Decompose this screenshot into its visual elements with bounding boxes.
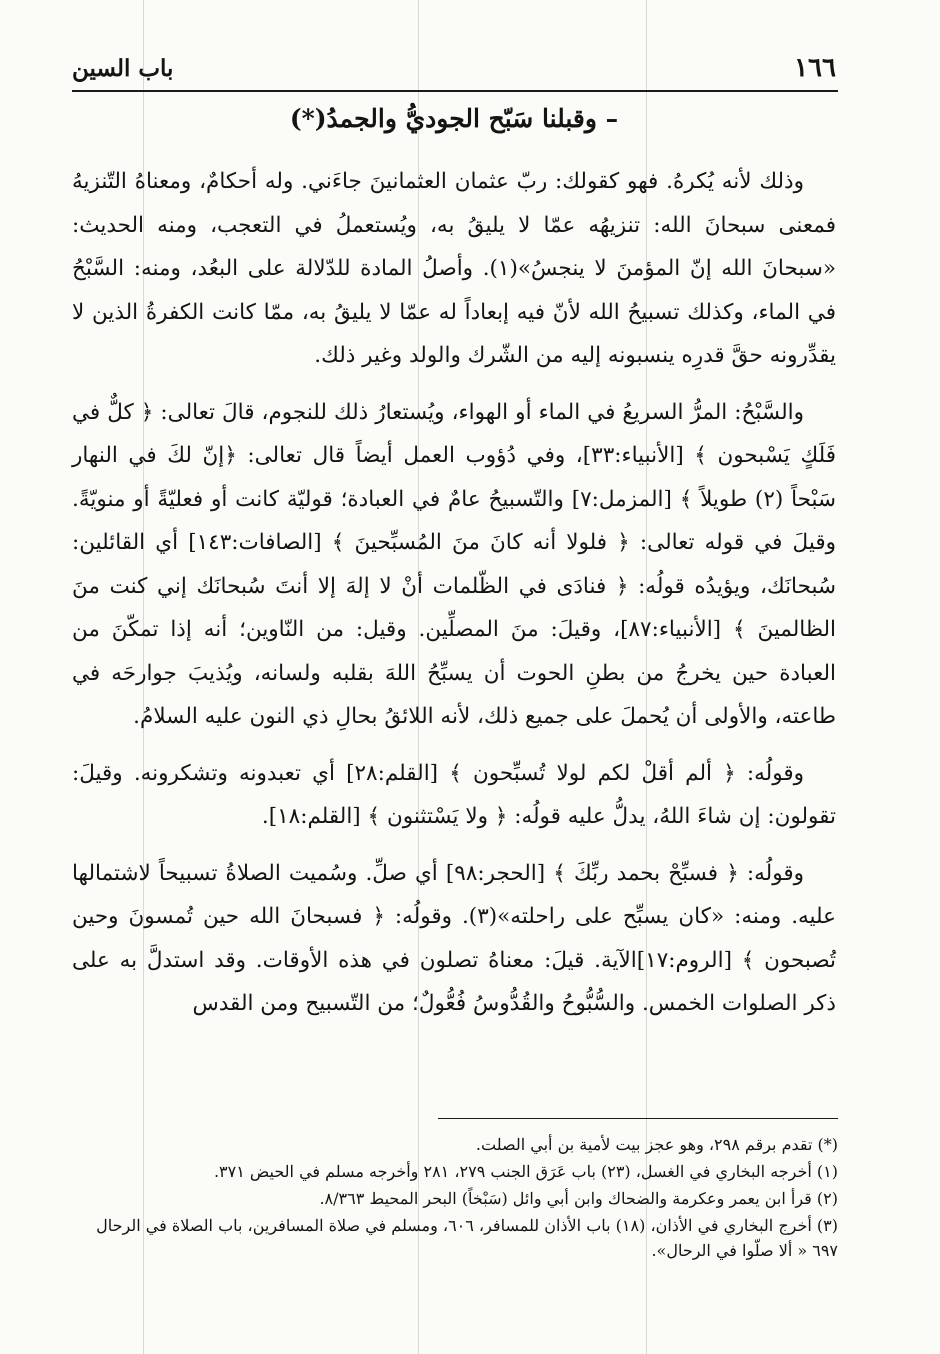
footnote: (*) تقدم برقم ٢٩٨، وهو عجز بيت لأمية بن أبي الصلت. xyxy=(475,1135,838,1154)
paragraph: وقولُه: ﴿ ألم أقلْ لكم لولا تُسبِّحون ﴾ [القلم:٢٨] أي تعبدونه وتشكرونه. وقيلَ: تقولون: إن شاءَ اللهُ، يدلُّ عليه قولُه: ﴿ ولا يَسْتثنون ﴾ [القلم:١٨]. xyxy=(72,760,836,829)
header-rule xyxy=(72,90,838,92)
footnote-separator xyxy=(438,1118,838,1119)
footnote: (٣) أخرج البخاري في الأذان، (١٨) باب الأذان للمسافر، ٦٠٦، ومسلم في صلاة المسافرين، باب الصلاة في الرحال ٦٩٧ « ألا صلّوا في الرحال». xyxy=(96,1216,838,1260)
paragraph: وقولُه: ﴿ فسبِّحْ بحمد ربِّكَ ﴾ [الحجر:٩٨] أي صلِّ. وسُميت الصلاةُ تسبيحاً لاشتمالها عليه. ومنه: «كان يسبِّح على راحلته»(٣). وقولُه: ﴿ فسبحانَ الله حين تُمسونَ وحين تُصبحون ﴾ [الروم:١٧]الآية. قيلَ: معناهُ تصلون في هذه الأوقات. وقد استدلَّ به على ذكر الصلوات الخمس. والسُّبُّوحُ والقُدُّوسُ فُعُّولٌ؛ من التّسبيح ومن القدس xyxy=(72,860,836,1016)
paragraph: وذلك لأنه يُكرهُ. فهو كقولك: ربّ عثمان العثمانينَ جاءَني. وله أحكامٌ، ومعناهُ التّنزيهُ فمعنى سبحانَ الله: تنزيهُه عمّا لا يليقُ به، ويُستعملُ في التعجب، ومنه الحديث: «سبحانَ الله إنّ المؤمنَ لا ينجسُ»(١). وأصلُ المادة للدّلالة على البعُد، ومنه: السَّبْحُ في الماء، وكذلك تسبيحُ الله لأنّ فيه إبعاداً له عمّا لا يليقُ به، ممّا كانت الكفرةُ الذين لا يقدِّرونه حقَّ قدرِه ينسبونه إليه من الشّرك والولد وغير ذلك. xyxy=(72,169,836,368)
footnote: (٢) قرأ ابن يعمر وعكرمة والضحاك وابن أبي وائل (سَبْخاً) البحر المحيط ٨/٣٦٣. xyxy=(319,1189,838,1208)
entry-heading: – وقبلنا سَبّح الجوديُّ والجمدُ(*) xyxy=(289,104,619,133)
footnotes xyxy=(72,1132,838,1265)
page-number: ١٦٦ xyxy=(794,53,836,83)
footnote: (١) أخرجه البخاري في الغسل، (٢٣) باب عَرَق الجنب ٢٧٩، ٢٨١ وأخرجه مسلم في الحيض ٣٧١. xyxy=(213,1162,838,1181)
paragraph: والسَّبْحُ: المرُّ السريعُ في الماء أو الهواء، ويُستعارُ ذلك للنجوم، قالَ تعالى: ﴿ كلٌّ في فَلَكٍ يَسْبحون ﴾ [الأنبياء:٣٣]، وفي دُؤوب العمل أيضاً قال تعالى: ﴿إنّ لكَ في النهار سَبْحاً (٢) طويلاً ﴾ [المزمل:٧] والتّسبيحُ عامٌ في العبادة؛ قوليّة كانت أو فعليّةً أو منويّةً. وقيلَ في قوله تعالى: ﴿ فلولا أنه كانَ منَ المُسبِّحينَ ﴾ [الصافات:١٤٣] أي القائلين: سُبحانَك، ويؤيدُه قولُه: ﴿ فنادَى في الظّلمات أنْ لا إلهَ إلا أنتَ سُبحانَك إني كنت منَ الظالمينَ ﴾ [الأنبياء:٨٧]، وقيلَ: منَ المصلِّين. وقيل: من النّاوين؛ أنه إذا تمكّنَ من العبادة حين يخرجُ من بطنِ الحوت أن يسبِّحُ اللهَ بقلبه ولسانه، ويُذيبَ جوارحَه في طاعته، والأولى أن يُحملَ على جميع ذلك، لأنه اللائقُ بحالِ ذي النون عليه السلامُ. xyxy=(72,399,837,729)
chapter-title: باب السين xyxy=(72,54,174,82)
running-header xyxy=(72,48,836,88)
main-text xyxy=(72,160,836,1026)
